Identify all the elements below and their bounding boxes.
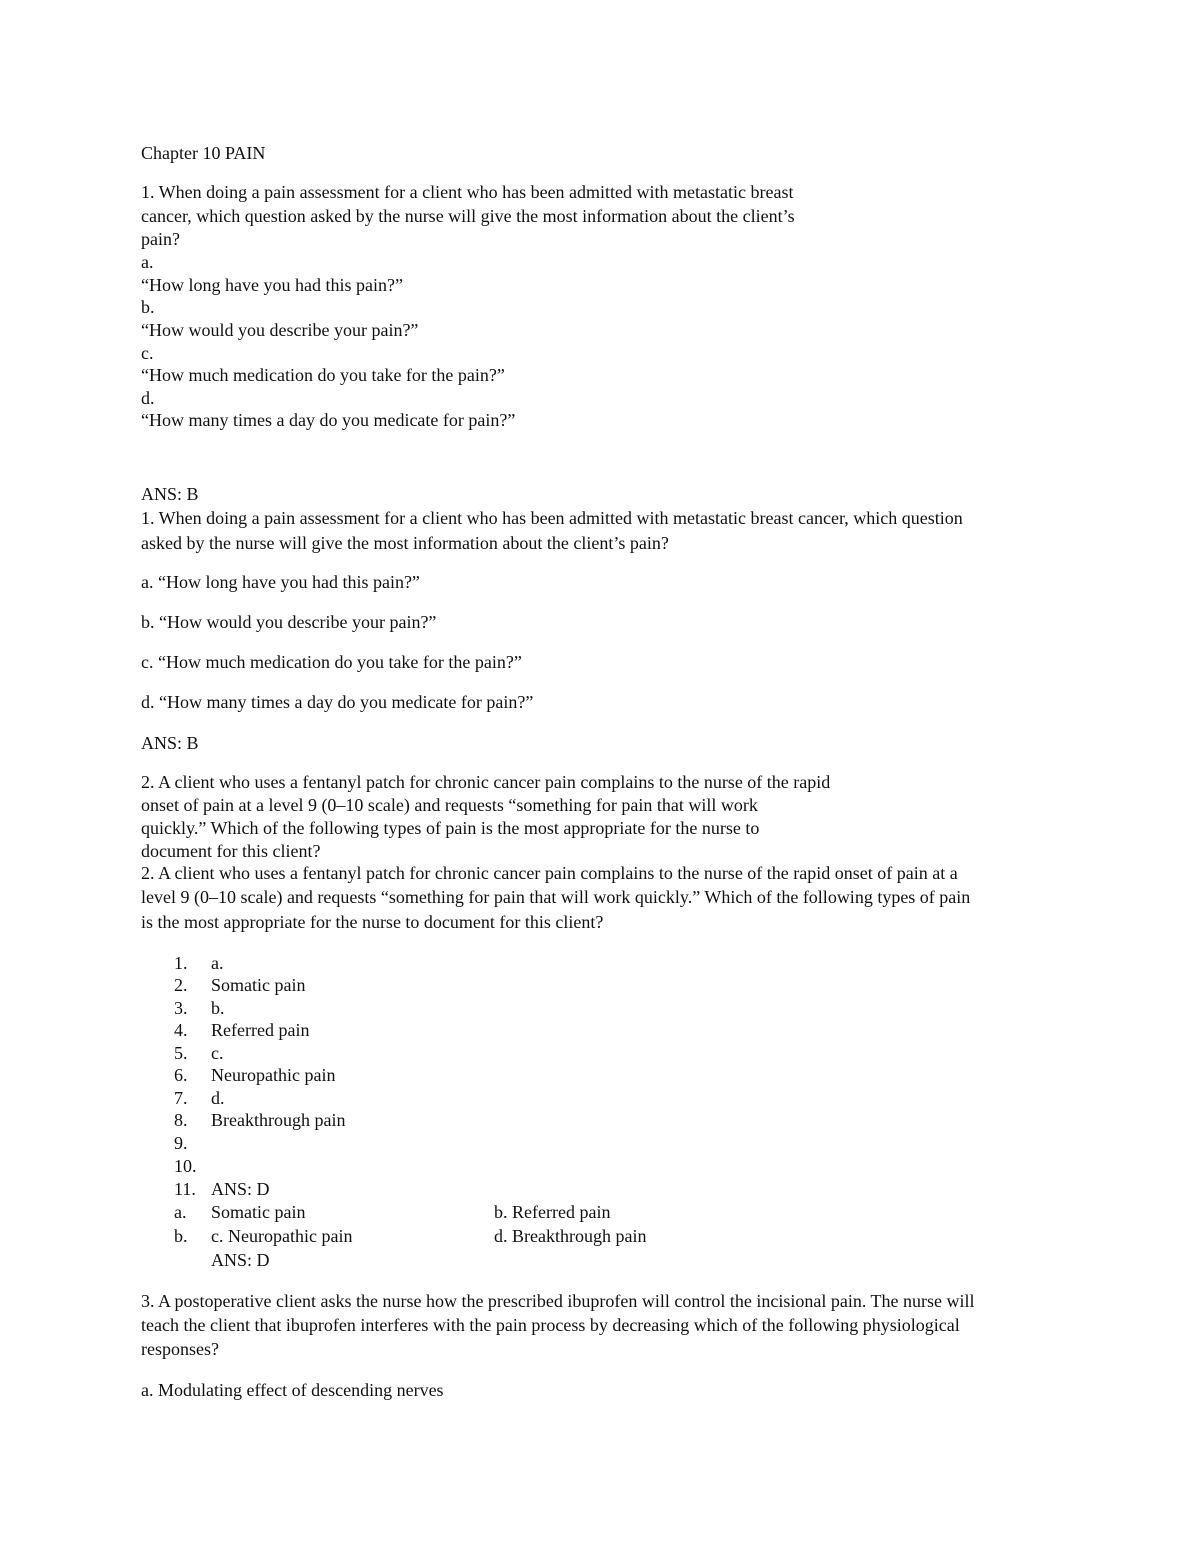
list-number: 6. [174, 1065, 188, 1085]
grid-row-marker: b. [174, 1226, 188, 1246]
list-number: 1. [174, 953, 188, 973]
list-item: Referred pain [211, 1020, 310, 1040]
list-number: 8. [174, 1110, 188, 1130]
q3-line-2: teach the client that ibuprofen interferes with the pain process by decreasing which of the following physiological [141, 1315, 960, 1335]
q1-second-line-2: asked by the nurse will give the most information about the client’s pain? [141, 533, 669, 553]
list-number: 7. [174, 1088, 188, 1108]
q1-first-option-d-text: “How many times a day do you medicate for pain?” [141, 410, 516, 430]
list-item: c. [211, 1043, 224, 1063]
list-item: Breakthrough pain [211, 1110, 346, 1130]
list-item: Somatic pain [211, 975, 306, 995]
q2-second-answer: ANS: D [211, 1250, 270, 1270]
q1-first-option-b-letter: b. [141, 297, 155, 317]
q1-second-option-a: a. “How long have you had this pain?” [141, 572, 420, 592]
q2-second-line-1: 2. A client who uses a fentanyl patch for chronic cancer pain complains to the nurse of the rapid onset of pain at a [141, 863, 958, 883]
q1-first-option-d-letter: d. [141, 388, 155, 408]
grid-cell-left: c. Neuropathic pain [211, 1226, 353, 1246]
q1-first-answer: ANS: B [141, 484, 199, 504]
list-number: 4. [174, 1020, 188, 1040]
q1-first-option-a-text: “How long have you had this pain?” [141, 275, 403, 295]
q2-first-line-3: quickly.” Which of the following types of pain is the most appropriate for the nurse to [141, 818, 760, 838]
q1-second-line-1: 1. When doing a pain assessment for a client who has been admitted with metastatic breast cancer, which question [141, 508, 963, 528]
q1-first-option-c-text: “How much medication do you take for the pain?” [141, 365, 505, 385]
q1-first-option-a-letter: a. [141, 252, 154, 272]
q2-second-line-3: is the most appropriate for the nurse to document for this client? [141, 912, 604, 932]
list-number: 11. [174, 1179, 196, 1199]
grid-row-marker: a. [174, 1202, 187, 1222]
list-item: b. [211, 998, 225, 1018]
grid-cell-right: d. Breakthrough pain [494, 1226, 647, 1246]
q1-first-option-c-letter: c. [141, 343, 154, 363]
q2-first-line-4: document for this client? [141, 841, 321, 861]
list-item: d. [211, 1088, 225, 1108]
list-item: a. [211, 953, 224, 973]
q1-second-answer: ANS: B [141, 733, 199, 753]
q3-line-3: responses? [141, 1339, 219, 1359]
q1-second-option-d: d. “How many times a day do you medicate for pain?” [141, 692, 534, 712]
list-number: 9. [174, 1133, 188, 1153]
q2-first-line-1: 2. A client who uses a fentanyl patch for chronic cancer pain complains to the nurse of the rapid [141, 772, 831, 792]
list-number: 10. [174, 1156, 197, 1176]
q1-first-line-1: 1. When doing a pain assessment for a client who has been admitted with metastatic breast [141, 182, 794, 202]
q1-first-line-2: cancer, which question asked by the nurse will give the most information about the client’s [141, 206, 795, 226]
list-item: Neuropathic pain [211, 1065, 336, 1085]
q1-first-option-b-text: “How would you describe your pain?” [141, 320, 419, 340]
q1-second-option-c: c. “How much medication do you take for the pain?” [141, 652, 522, 672]
list-number: 2. [174, 975, 188, 995]
grid-cell-right: b. Referred pain [494, 1202, 611, 1222]
q3-line-1: 3. A postoperative client asks the nurse how the prescribed ibuprofen will control the incisional pain. The nurse will [141, 1291, 975, 1311]
list-number: 3. [174, 998, 188, 1018]
q1-second-option-b: b. “How would you describe your pain?” [141, 612, 437, 632]
q1-first-line-3: pain? [141, 229, 180, 249]
q3-option-a: a. Modulating effect of descending nerves [141, 1380, 444, 1400]
list-number: 5. [174, 1043, 188, 1063]
grid-cell-left: Somatic pain [211, 1202, 306, 1222]
list-item: ANS: D [211, 1179, 270, 1199]
q2-first-line-2: onset of pain at a level 9 (0–10 scale) and requests “something for pain that will work [141, 795, 758, 815]
q2-second-line-2: level 9 (0–10 scale) and requests “something for pain that will work quickly.” Which of the following types of pain [141, 887, 971, 907]
chapter-title: Chapter 10 PAIN [141, 143, 266, 163]
